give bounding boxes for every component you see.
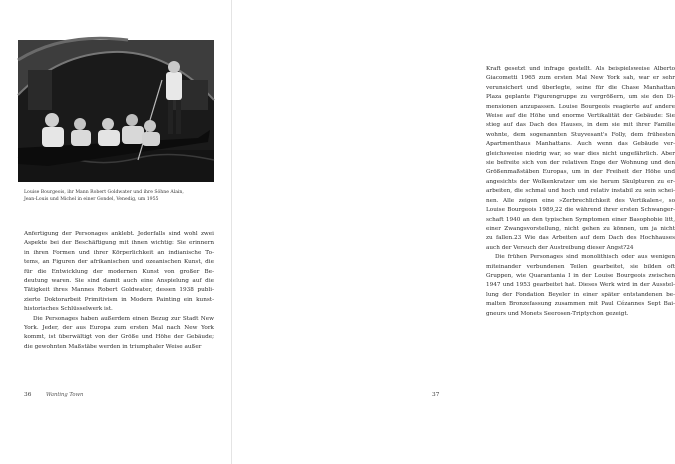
running-title: Wanting Town — [46, 392, 84, 398]
body-line: verunsichert und überlegte, seine für die Chase Manhattan — [486, 84, 675, 91]
body-line: für die Entwicklung der modernen Kunst von großer Be- — [24, 268, 214, 275]
body-line: Die Personages haben außerdem einen Bezug zur Stadt New — [33, 315, 214, 322]
body-line: Gruppen, wie Quarantania I in der Louise Bourgeois zwischen — [486, 272, 675, 279]
body-line: Louise Bourgeois 1989,22 die während ihrer ersten Schwanger- — [486, 207, 675, 214]
left-body-text — [24, 230, 214, 352]
body-line: Tätigkeit ihres Mannes Robert Goldwater, dessen 1938 publi- — [24, 287, 214, 294]
gondola-photo — [18, 40, 214, 182]
body-line: angesichts der Wolkenkratzer um sie herum Skulpturen zu er- — [486, 178, 675, 185]
body-line: einer Zwangsvorstellung, nicht gehen zu können, um ja nicht — [486, 225, 675, 232]
body-line: Plaza geplante Figurengruppe zu vergrößern, um sie den Di- — [486, 94, 675, 101]
page-number-left: 36 — [24, 392, 32, 398]
body-line: gleichsweise niedrig war, so war dies nicht ungefährlich. Aber — [486, 150, 675, 157]
body-line: zierte Doktorarbeit Primitivism in Modern Painting ein kunst- — [24, 296, 214, 303]
body-line: Anfertigung der Personages anklebt. Jederfalls sind wohl zwei — [24, 231, 214, 237]
body-line: malten Bronzefassung zusammen mit Paul Cézannes Sept Bai- — [486, 301, 675, 308]
body-line: Größenmaßstäben Europas, um in der Freiheit der Höhe und — [486, 169, 675, 176]
caption-line: Jean-Louis und Michel in einer Gondel, Venedig, um 1955 — [24, 197, 159, 203]
body-line: tems, an Figuren der afrikanischen und ozeanischen Kunst, die — [24, 259, 214, 266]
body-line: kommt, ist überwältigt von der Größe und Höhe der Gebäude; — [24, 334, 214, 341]
body-line: miteinander verbundenen Teilen gearbeitet, sie bilden oft — [486, 263, 675, 270]
body-line: historisches Schlüsselwerk ist. — [24, 306, 113, 313]
body-line: wohnte, dem sogenannten Stuyvesant's Folly, dem frühesten — [486, 131, 675, 138]
body-line: deutung waren. Sie sind damit auch eine Anspielung auf die — [24, 278, 214, 285]
body-line: Kraft gesetzt und infrage gestellt. Als beispielsweise Alberto — [486, 66, 675, 72]
page-number-right: 37 — [432, 392, 440, 398]
body-line: Die frühen Personages sind monolithisch oder aus wenigen — [495, 254, 675, 261]
body-line: sie befreite sich von der relativen Enge der Wohnung und den — [486, 160, 675, 167]
right-body-text — [486, 65, 675, 319]
body-line: York. Jeder, der aus Europa zum ersten Mal nach New York — [24, 325, 214, 332]
body-line: 1947 und 1953 gearbeitet hat. Dieses Werk wird in der Ausstel- — [486, 282, 675, 289]
body-line: in ihren Formen und ihrer Körperlichkeit an indianische To- — [24, 249, 214, 256]
photo-caption — [24, 189, 212, 203]
body-line: mensionen anzupassen. Louise Bourgeois reagierte auf andere — [486, 103, 675, 110]
body-line: auch der Versuch der Austreibung dieser Angst?24 — [486, 244, 634, 251]
body-line: arbeiten, die schmal und hoch und relativ instabil zu sein schei- — [486, 188, 675, 195]
left-page — [0, 0, 232, 464]
body-line: zu fallen.23 Wie das Arbeiten auf dem Dach des Hochhauses — [486, 235, 675, 242]
body-line: nen. Alle zeigen eine »Zerbrechlichkeit des Vertikalen«, so — [486, 197, 675, 204]
body-line: Giacometti 1965 zum ersten Mal New York sah, war er sehr — [486, 75, 675, 82]
body-line: Aspekte bei der Beschäftigung mit ihnen wichtig: Sie erinnern — [24, 240, 214, 247]
body-line: schaft 1940 an den typischen Symptomen einer Basophobie litt, — [486, 216, 675, 223]
body-line: Weise auf die Höhe und enorme Vertikalität der Gebäude: Sie — [486, 113, 675, 120]
body-line: die gewohnten Maßstäbe werden in triumphaler Weise außer — [24, 343, 202, 350]
right-page — [232, 0, 675, 464]
caption-line: Louise Bourgeois, ihr Mann Robert Goldwater und ihre Söhne Alain, — [24, 190, 184, 195]
body-line: stieg auf das Dach des Hauses, in dem sie mit ihrer Familie — [486, 122, 675, 129]
gondola-photo-image — [18, 40, 214, 182]
body-line: lung der Fondation Beyeler in einer später entstandenen be- — [486, 291, 675, 298]
body-line: Apartmenthaus Manhattans. Auch wenn das Gebäude ver- — [486, 141, 675, 148]
body-line: gneurs und Monets Seerosen-Triptychon gezeigt. — [486, 310, 629, 317]
